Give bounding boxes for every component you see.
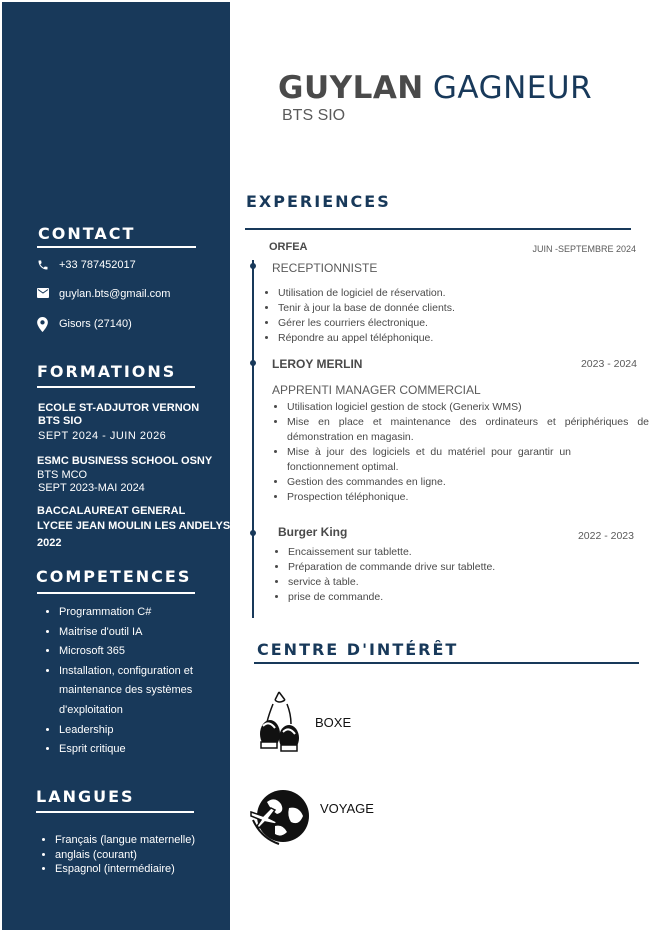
list-item: • service à table.: [288, 575, 648, 590]
list-item: • Préparation de commande drive sur tablette.: [288, 560, 648, 575]
langues-divider: [36, 811, 194, 813]
phone-icon: [37, 259, 49, 271]
list-item: • Gestion des commandes en ligne.: [287, 475, 649, 490]
formation-dates: SEPT 2023-MAI 2024: [38, 482, 145, 494]
langues-heading: LANGUES: [36, 787, 135, 806]
list-item: • Gérer les courriers électronique.: [278, 316, 648, 331]
globe-plane-icon: [249, 786, 313, 850]
competences-divider: [37, 592, 195, 594]
list-item: • prise de commande.: [288, 590, 648, 605]
interet-label: BOXE: [315, 715, 352, 730]
competences-list: [43, 603, 219, 760]
job-tasks: [262, 286, 648, 346]
langues-list: [39, 833, 235, 877]
contact-divider: [37, 246, 196, 248]
list-item: • Maitrise d'outil IA: [59, 623, 219, 643]
contact-phone[interactable]: +33 787452017: [59, 259, 136, 271]
formation-school: BACCALAUREAT GENERAL: [37, 505, 186, 517]
email-icon: [37, 288, 49, 298]
list-item: • Prospection téléphonique.: [287, 490, 649, 505]
formations-divider: [37, 386, 195, 388]
interets-heading: CENTRE D'INTÉRÊT: [257, 640, 459, 659]
list-item: • Microsoft 365: [59, 642, 219, 662]
competences-heading: COMPETENCES: [36, 567, 192, 586]
list-item: • Installation, configuration et maintenance des systèmes d'exploitation: [59, 662, 219, 721]
job-company: LEROY MERLIN: [272, 357, 363, 371]
formation-degree: LYCEE JEAN MOULIN LES ANDELYS: [37, 520, 231, 532]
job-role: APPRENTI MANAGER COMMERCIAL: [272, 383, 481, 397]
list-item: • Mise en place et maintenance des ordinateurs et périphériques de démonstration en magasin.: [287, 415, 649, 445]
interets-divider: [254, 662, 639, 664]
job-tasks: [272, 545, 648, 605]
first-name: GUYLAN: [278, 70, 424, 106]
timeline-line: [252, 260, 254, 618]
contact-heading: CONTACT: [38, 224, 136, 243]
job-company: ORFEA: [269, 241, 308, 253]
job-company: Burger King: [278, 525, 348, 539]
boxing-gloves-icon: [257, 690, 303, 754]
formation-dates: 2022: [37, 537, 62, 549]
job-dates: 2022 - 2023: [577, 530, 634, 542]
page-title: [278, 70, 592, 106]
list-item: • Esprit critique: [59, 740, 219, 760]
list-item: • Mise à jour des logiciels et du matériel pour garantir un fonctionnement optimal.: [287, 445, 649, 475]
list-item: • Utilisation logiciel gestion de stock (Generix WMS): [287, 400, 649, 415]
list-item: • Espagnol (intermédiaire): [55, 862, 235, 877]
job-dates: JUIN -SEPTEMBRE 2024: [532, 244, 636, 254]
job-role: RECEPTIONNISTE: [272, 261, 378, 275]
timeline-dot: [250, 263, 256, 269]
job-tasks: [271, 400, 649, 505]
experiences-divider: [245, 228, 631, 230]
contact-email[interactable]: guylan.bts@gmail.com: [59, 288, 171, 300]
formation-school: ECOLE ST-ADJUTOR VERNON: [38, 402, 200, 414]
interet-label: VOYAGE: [320, 801, 374, 816]
location-pin-icon: [37, 317, 48, 332]
last-name: GAGNEUR: [432, 70, 593, 106]
experiences-heading: EXPERIENCES: [246, 192, 391, 211]
contact-location: Gisors (27140): [59, 318, 132, 330]
list-item: • Programmation C#: [59, 603, 219, 623]
timeline-dot: [250, 530, 256, 536]
job-dates: 2023 - 2024: [580, 358, 637, 370]
list-item: • Répondre au appel téléphonique.: [278, 331, 648, 346]
formations-heading: FORMATIONS: [37, 362, 177, 381]
list-item: • Français (langue maternelle): [55, 833, 235, 848]
formation-degree: BTS MCO: [37, 469, 88, 481]
list-item: • Tenir à jour la base de donnée clients.: [278, 301, 648, 316]
formation-school: ESMC BUSINESS SCHOOL OSNY: [37, 455, 213, 467]
list-item: • Utilisation de logiciel de réservation.: [278, 286, 648, 301]
list-item: • anglais (courant): [55, 848, 235, 863]
list-item: • Leadership: [59, 721, 219, 741]
formation-degree: BTS SIO: [38, 415, 83, 427]
list-item: • Encaissement sur tablette.: [288, 545, 648, 560]
timeline-dot: [250, 360, 256, 366]
formation-dates: SEPT 2024 - JUIN 2026: [38, 430, 167, 442]
subtitle: BTS SIO: [282, 107, 346, 124]
